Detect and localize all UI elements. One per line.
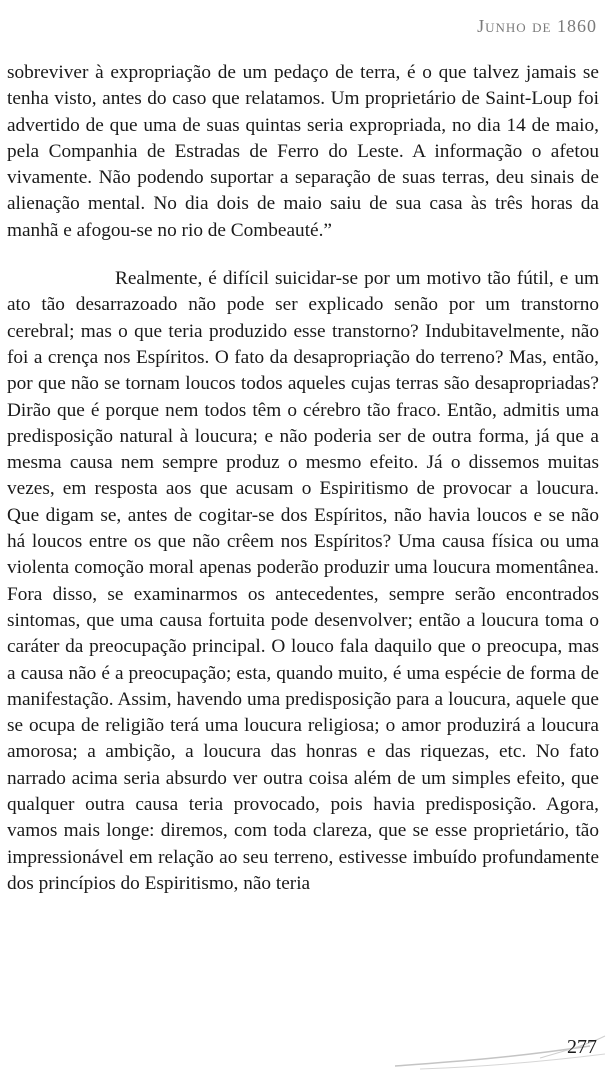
paragraph-continuation: sobreviver à expropriação de um pedaço de terra, é o que talvez jamais se tenha visto, antes do caso que relatamos. Um proprietário de Saint-Loup foi advertido de que uma de suas quintas seria expropriada, no dia 14 de maio, pela Companhia de Estradas de Ferro do Leste. A informação o afetou vivamente. Não podendo suportar a separação de suas terras, deu sinais de alienação mental. No dia dois de maio saiu de sua casa às três horas da manhã e afogou-se no rio de Combeauté.” bbox=[7, 62, 599, 241]
running-header: Junho de 1860 bbox=[477, 16, 597, 36]
paragraph-main: Realmente, é difícil suicidar-se por um motivo tão fútil, e um ato tão desarrazoado não pode ser explicado senão por um transtorno cerebral; mas o que teria produzido esse transtorno? Indubitavelmente, não foi a crença nos Espíritos. O fato da desapropriação do terreno? Mas, então, por que não se tornam loucos todos aqueles cujas terras são desapropriadas? Dirão que é porque nem todos têm o cérebro tão fraco. Então, admitis uma predisposição natural à loucura; e não poderia ser de outra forma, já que a mesma causa nem sempre produz o mesmo efeito. Já o dissemos muitas vezes, em resposta aos que acusam o Espiritismo de provocar a loucura. Que digam se, antes de cogitar-se dos Espíritos, não havia loucos e se não há loucos entre os que não crêem nos Espíritos? Uma causa física ou uma violenta comoção moral apenas poderão produzir uma loucura momentânea. Fora disso, se examinarmos os antecedentes, sempre serão encontrados sintomas, que uma causa fortuita pode desenvolver; então a loucura toma o caráter da preocupação principal. O louco fala daquilo que o preocupa, mas a causa não é a preocupação; esta, quando muito, é uma espécie de forma de manifestação. Assim, havendo uma predisposição para a loucura, aquele que se ocupa de religião terá uma loucura religiosa; o amor produzirá a loucura amorosa; a ambição, a loucura das honras e das riquezas, etc. No fato narrado acima seria absurdo ver outra coisa além de um simples efeito, que qualquer outra causa teria provocado, pois havia predisposição. Agora, vamos mais longe: diremos, com toda clareza, que se esse proprietário, tão impressionável em relação ao seu terreno, estivesse imbuído profundamente dos princípios do Espiritismo, não teria bbox=[7, 268, 599, 894]
page-body bbox=[7, 60, 599, 897]
page-number: 277 bbox=[567, 1036, 597, 1058]
